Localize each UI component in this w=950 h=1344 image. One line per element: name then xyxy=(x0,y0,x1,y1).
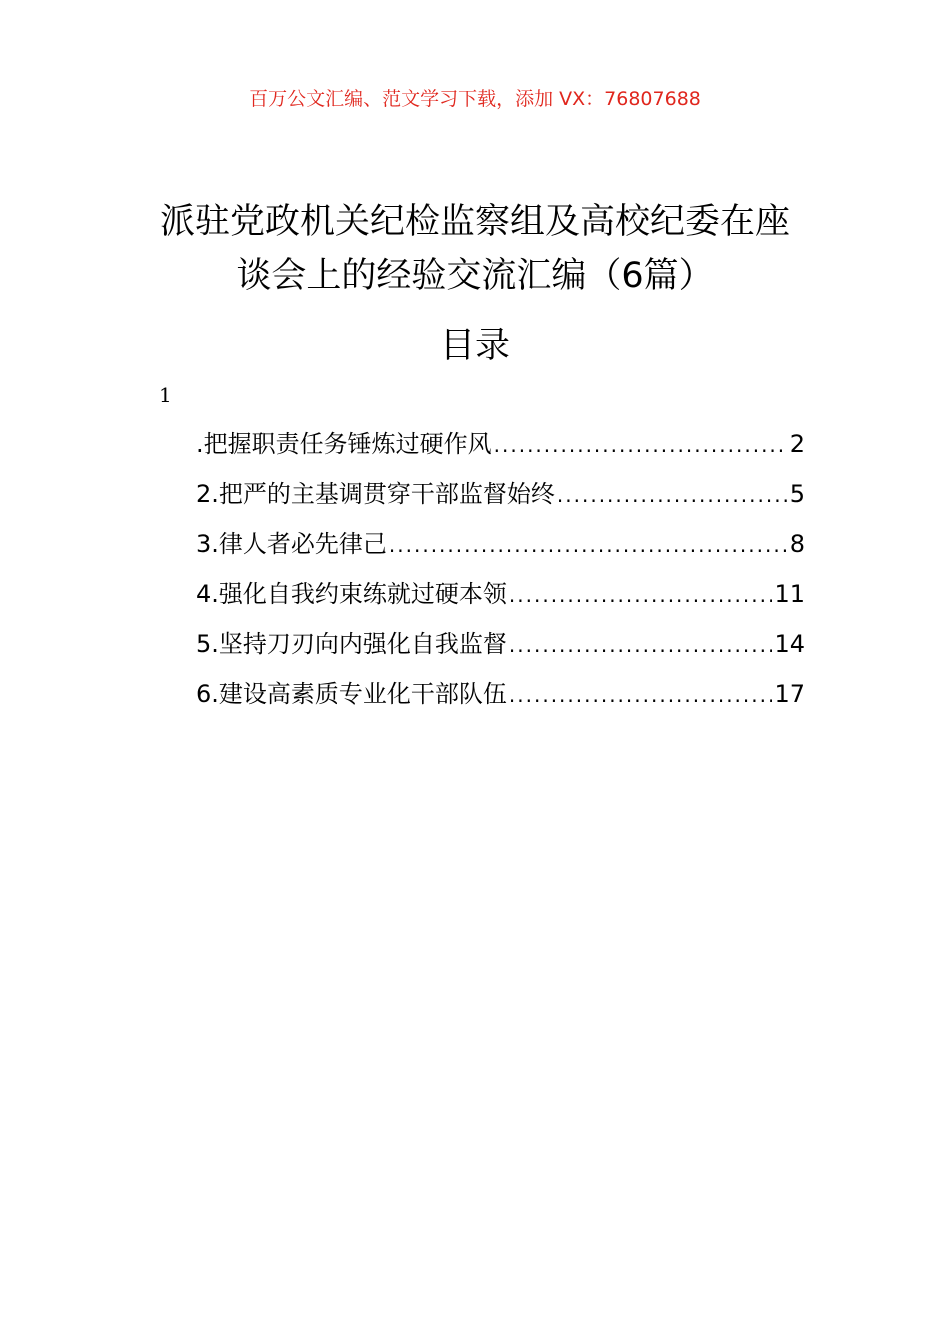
toc-entry[interactable] xyxy=(196,574,805,624)
toc-entry[interactable] xyxy=(196,624,805,674)
toc-entry[interactable] xyxy=(196,474,805,524)
document-title-line-2: 谈会上的经验交流汇编（6篇） xyxy=(236,256,714,297)
toc-dot-leader xyxy=(509,575,773,615)
toc-entry[interactable] xyxy=(196,674,805,724)
toc-heading: 目录 xyxy=(439,326,510,366)
toc-entry-page: 5 xyxy=(789,480,805,508)
toc-dot-leader xyxy=(509,675,773,715)
toc-dot-leader xyxy=(557,475,788,515)
toc-entry-page: 11 xyxy=(774,580,805,608)
document-title xyxy=(0,195,950,303)
toc-entry-label: 2.把严的主基调贯穿干部监督始终 xyxy=(196,480,555,508)
toc-entry-page: 14 xyxy=(774,630,805,658)
toc-entry-label: .把握职责任务锤炼过硬作风 xyxy=(196,430,492,458)
toc-entry-label: 5.坚持刀刃向内强化自我监督 xyxy=(196,630,507,658)
toc-dot-leader xyxy=(509,625,773,665)
toc-entry[interactable] xyxy=(196,524,805,574)
toc-entry-page: 8 xyxy=(789,530,805,558)
toc-entry-label: 3.律人者必先律己 xyxy=(196,530,387,558)
toc-entry-label: 4.强化自我约束练就过硬本领 xyxy=(196,580,507,608)
toc-dot-leader xyxy=(389,525,788,565)
toc-stray-number: 1 xyxy=(159,383,172,407)
toc-entry-page: 2 xyxy=(789,430,805,458)
toc-entry-label: 6.建设高素质专业化干部队伍 xyxy=(196,680,507,708)
header-promo-note: 百万公文汇编、范文学习下载，添加 VX：76807688 xyxy=(249,88,701,110)
document-title-line-1: 派驻党政机关纪检监察组及高校纪委在座 xyxy=(159,202,790,243)
toc-dot-leader xyxy=(494,425,788,465)
toc-entry[interactable] xyxy=(196,424,805,474)
toc-entry-page: 17 xyxy=(774,680,805,708)
table-of-contents xyxy=(196,424,805,724)
